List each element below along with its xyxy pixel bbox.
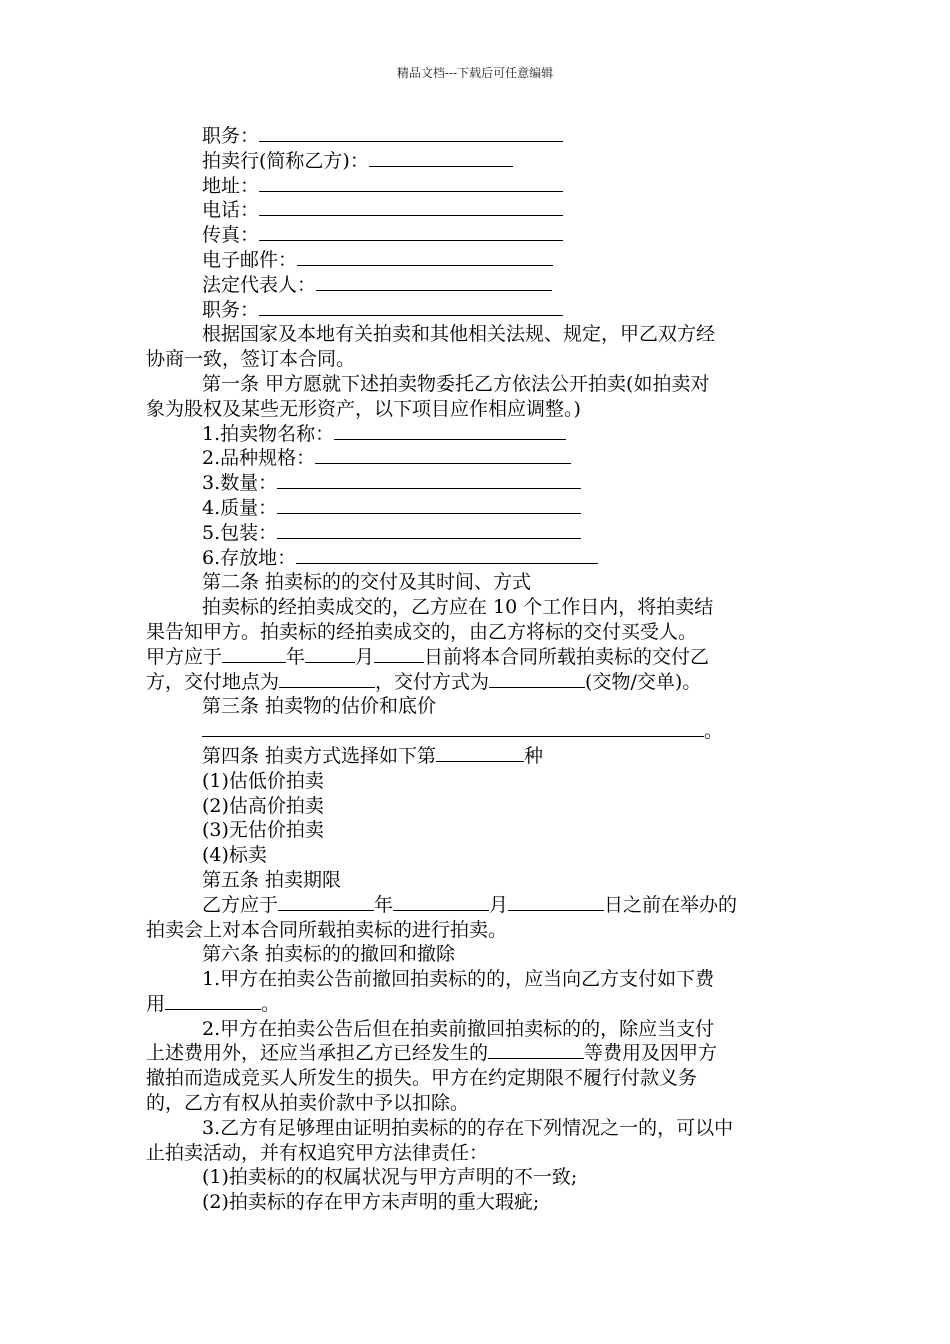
blank-field (165, 992, 261, 1010)
blank-field (259, 124, 563, 142)
party-b-position-line: 职务： (146, 124, 806, 149)
condition-item: (1)拍卖标的的权属状况与甲方声明的不一致; (202, 1166, 578, 1189)
blank-field (279, 670, 375, 688)
blank-field (305, 645, 355, 663)
auction-option: (3)无估价拍卖 (202, 819, 324, 842)
blank-field (488, 1041, 584, 1059)
item-storage-line: 6.存放地： (146, 546, 806, 571)
article-2-heading: 第二条 拍卖标的的交付及其时间、方式 (202, 571, 532, 594)
condition-item: (2)拍卖标的存在甲方未声明的重大瑕疵; (202, 1191, 540, 1214)
blank-field (277, 521, 581, 539)
blank-field (277, 496, 581, 514)
item-quality-line: 4.质量： (146, 496, 806, 521)
auction-house-line: 拍卖行(简称乙方)： (146, 149, 806, 174)
blank-field (297, 248, 553, 266)
paragraph-text: 象为股权及某些无形资产，以下项目应作相应调整。) (146, 397, 581, 420)
auction-option: (1)估低价拍卖 (202, 769, 324, 792)
blank-field (259, 298, 563, 316)
legal-rep-line: 法定代表人： (146, 273, 806, 298)
article-3-heading: 第三条 拍卖物的估价和底价 (202, 695, 437, 718)
paragraph-text: 2.甲方在拍卖公告后但在拍卖前撤回拍卖标的的，除应当支付 (202, 1017, 715, 1040)
article-6-heading: 第六条 拍卖标的的撤回和撤除 (202, 943, 456, 966)
page-header: 精品文档---下载后可任意编辑 (396, 66, 554, 80)
paragraph-text: 的，乙方有权从拍卖价款中予以扣除。 (146, 1092, 470, 1115)
article-4-heading: 第四条 拍卖方式选择如下第 种 (202, 744, 544, 767)
item-quantity-line: 3.数量： (146, 471, 806, 496)
item-spec-line: 2.品种规格： (146, 446, 806, 471)
contract-body (146, 124, 806, 1215)
address-line: 地址： (146, 174, 806, 199)
article-1-heading: 第一条 甲方愿就下述拍卖物委托乙方依法公开拍卖(如拍卖对 (202, 372, 710, 395)
blank-field (259, 223, 563, 241)
paragraph-text: 果告知甲方。拍卖标的经拍卖成交的，由乙方将标的交付买受人。 (146, 620, 698, 643)
valuation-blank-line: 。 (146, 719, 806, 744)
blank-field (277, 471, 581, 489)
blank-field (315, 446, 571, 464)
paragraph-text: 根据国家及本地有关拍卖和其他相关法规、规定，甲乙双方经 (202, 323, 716, 346)
blank-field (508, 893, 604, 911)
blank-field (278, 893, 374, 911)
blank-field (316, 273, 552, 291)
blank-field (296, 546, 598, 564)
paragraph-text: 3.乙方有足够理由证明拍卖标的的存在下列情况之一的，可以中 (202, 1116, 734, 1139)
blank-field (259, 198, 563, 216)
paragraph-text: 拍卖会上对本合同所载拍卖标的进行拍卖。 (146, 918, 508, 941)
auction-deadline-line: 乙方应于 年 月 日之前在举办的 (202, 893, 738, 916)
blank-field (222, 645, 286, 663)
auction-option: (2)估高价拍卖 (202, 794, 324, 817)
email-line: 电子邮件： (146, 248, 806, 273)
auction-option: (4)标卖 (202, 844, 267, 867)
blank-field (202, 719, 704, 737)
blank-field (374, 645, 424, 663)
delivery-date-line: 甲方应于 年 月 日前将本合同所载拍卖标的交付乙 (146, 645, 710, 668)
item-name-line: 1.拍卖物名称： (146, 422, 806, 447)
position-line: 职务： (146, 298, 806, 323)
item-package-line: 5.包装： (146, 521, 806, 546)
blank-field (489, 670, 585, 688)
blank-field (334, 422, 566, 440)
phone-line: 电话： (146, 198, 806, 223)
blank-field (259, 174, 563, 192)
blank-field (436, 744, 524, 762)
paragraph-text: 拍卖标的经拍卖成交的，乙方应在 10 个工作日内，将拍卖结 (202, 596, 714, 619)
article-5-heading: 第五条 拍卖期限 (202, 868, 342, 891)
fax-line: 传真： (146, 223, 806, 248)
costs-line: 上述费用外，还应当承担乙方已经发生的 等费用及因甲方 (146, 1042, 718, 1065)
blank-field (369, 149, 513, 167)
paragraph-text: 撤拍而造成竞买人所发生的损失。甲方在约定期限不履行付款义务 (146, 1067, 698, 1090)
delivery-place-line: 方，交付地点为 ，交付方式为 (交物/交单)。 (146, 670, 702, 693)
fee-line: 用 。 (146, 992, 281, 1015)
paragraph-text: 止拍卖活动，并有权追究甲方法律责任： (146, 1141, 489, 1164)
paragraph-text: 协商一致，签订本合同。 (146, 348, 356, 371)
paragraph-text: 1.甲方在拍卖公告前撤回拍卖标的的，应当向乙方支付如下费 (202, 968, 715, 991)
blank-field (393, 893, 489, 911)
